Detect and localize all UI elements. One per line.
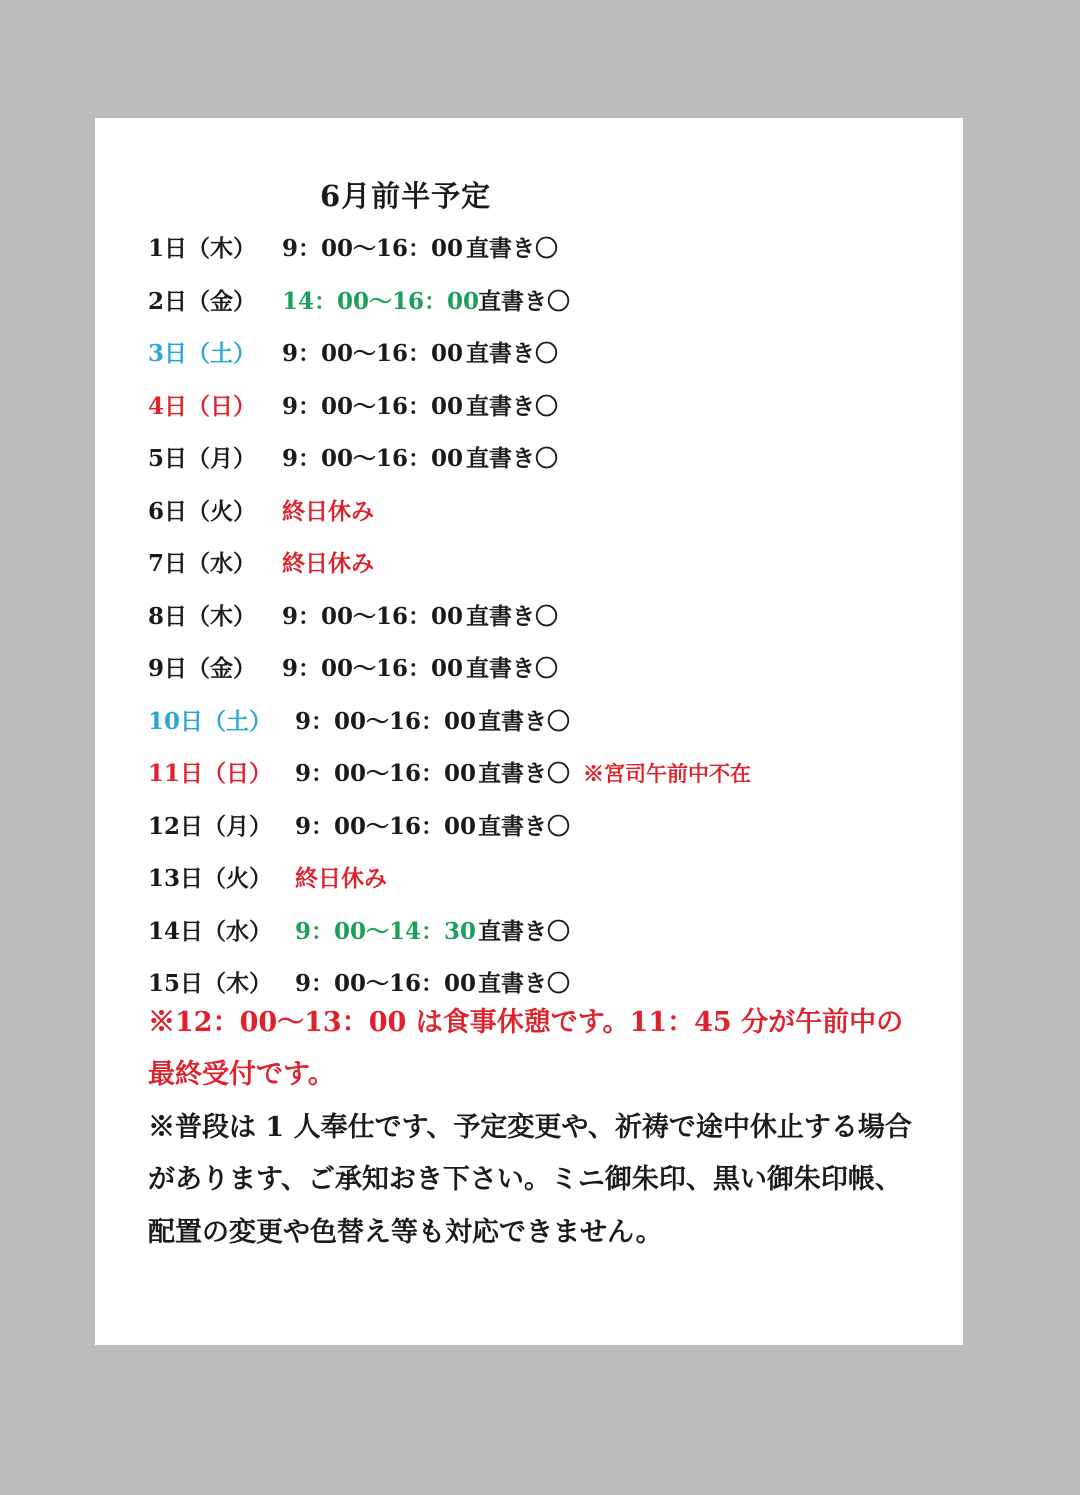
schedule-time: 14：00～16：00 — [282, 287, 480, 315]
schedule-time: 終日休み — [295, 865, 387, 892]
schedule-date: 3日（土） — [148, 340, 257, 367]
schedule-time: 終日休み — [282, 497, 374, 525]
schedule-date: 12日（月） — [148, 812, 273, 840]
schedule-stamp: 直書き〇 — [478, 287, 570, 315]
schedule-time: 終日休み — [282, 550, 374, 577]
schedule-time: 9：00～16：00 — [282, 235, 464, 262]
schedule-time: 9：00～16：00 — [282, 655, 464, 682]
schedule-time: 9：00～14：30 — [295, 917, 477, 945]
schedule-stamp: 直書き〇 — [466, 602, 558, 630]
schedule-time: 9：00～16：00 — [282, 445, 464, 472]
schedule-note: ※宮司午前中不在 — [583, 761, 751, 786]
schedule-time: 9：00～16：00 — [282, 602, 464, 630]
schedule-date: 13日（火） — [148, 865, 273, 892]
schedule-date: 11日（日） — [148, 760, 273, 787]
schedule-date: 7日（水） — [148, 550, 257, 577]
schedule-stamp: 直書き〇 — [478, 812, 570, 840]
schedule-stamp: 直書き〇 — [478, 707, 570, 735]
schedule-date: 2日（金） — [148, 287, 257, 315]
schedule-time: 9：00～16：00 — [295, 707, 477, 735]
schedule-date: 4日（日） — [148, 392, 257, 420]
schedule-date: 1日（木） — [148, 235, 257, 262]
schedule-stamp: 直書き〇 — [466, 655, 558, 682]
schedule-stamp: 直書き〇 — [478, 917, 570, 945]
schedule-date: 6日（火） — [148, 497, 257, 525]
lunch-note: ※12：00～13：00 は食事休憩です。11：45 分が午前中の最終受付です。 — [148, 1006, 904, 1090]
schedule-time: 9：00～16：00 — [282, 392, 464, 420]
schedule-date: 8日（木） — [148, 602, 257, 630]
schedule-stamp: 直書き〇 — [466, 235, 558, 262]
page-title: 6月前半予定 — [320, 179, 492, 213]
schedule-stamp: 直書き〇 — [478, 760, 570, 787]
general-note: ※普段は 1 人奉仕です、予定変更や、祈祷で途中休止する場合があります、ご承知おき下さい。ミニ御朱印、黒い御朱印帳、配置の変更や色替え等も対応できません。 — [148, 1111, 912, 1248]
schedule-date: 14日（水） — [148, 917, 273, 945]
schedule-time: 9：00～16：00 — [295, 970, 477, 997]
schedule-date: 10日（土） — [148, 707, 273, 735]
schedule-stamp: 直書き〇 — [466, 340, 558, 367]
schedule-stamp: 直書き〇 — [466, 445, 558, 472]
notes-block — [148, 997, 918, 1260]
schedule-time: 9：00～16：00 — [295, 760, 477, 787]
schedule-time: 9：00～16：00 — [295, 812, 477, 840]
schedule-time: 9：00～16：00 — [282, 340, 464, 367]
schedule-date: 9日（金） — [148, 655, 257, 682]
schedule-stamp: 直書き〇 — [478, 970, 570, 997]
schedule-date: 15日（木） — [148, 970, 273, 997]
schedule-date: 5日（月） — [148, 445, 257, 472]
schedule-stamp: 直書き〇 — [466, 392, 558, 420]
